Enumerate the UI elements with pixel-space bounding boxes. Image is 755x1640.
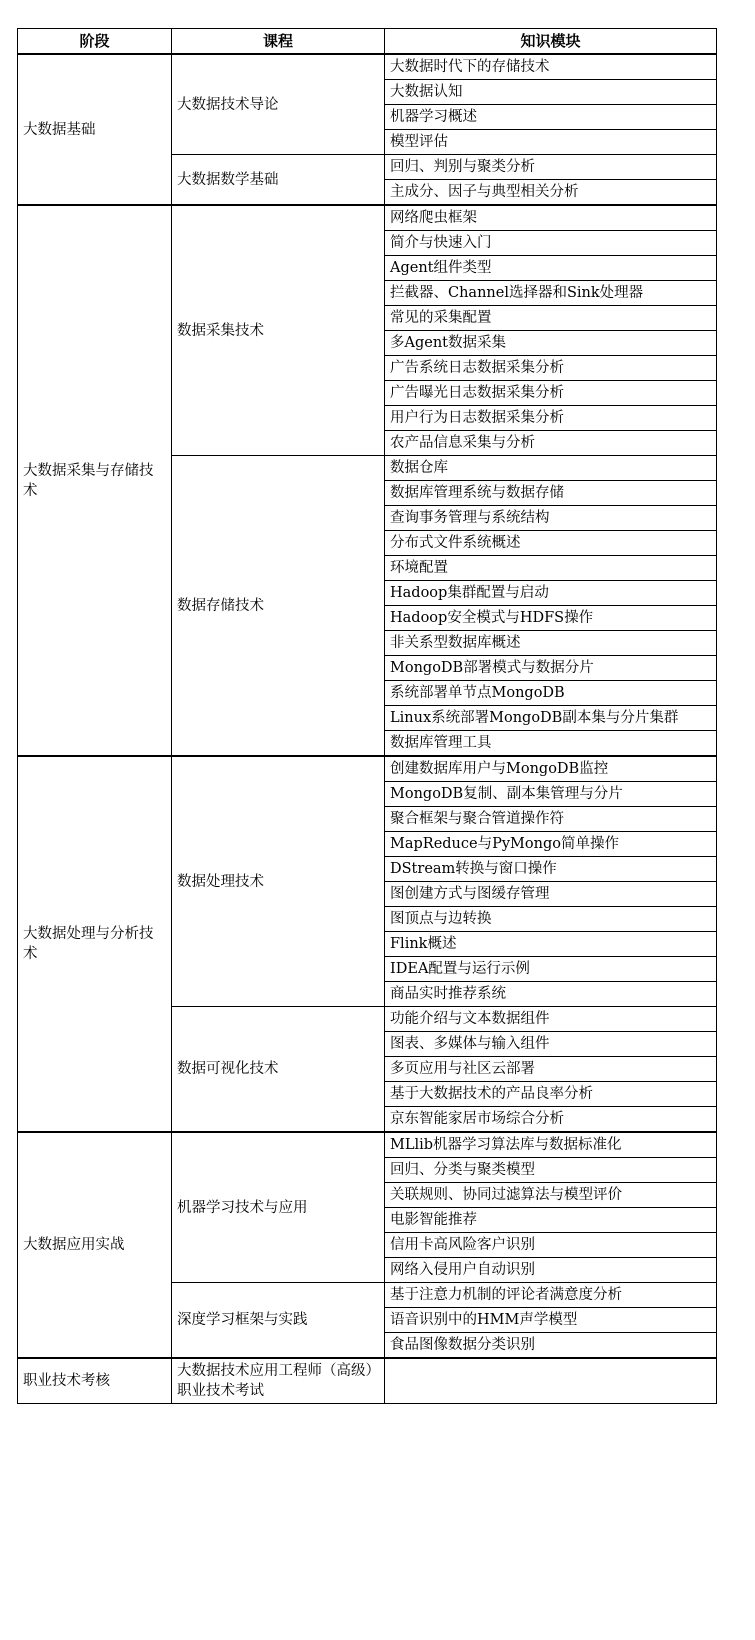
header-stage: 阶段 — [18, 29, 172, 55]
module-cell: MapReduce与PyMongo简单操作 — [385, 832, 717, 857]
module-cell: 常见的采集配置 — [385, 306, 717, 331]
module-cell: 广告曝光日志数据采集分析 — [385, 381, 717, 406]
stage-cell: 职业技术考核 — [18, 1358, 172, 1404]
module-cell: 图表、多媒体与输入组件 — [385, 1032, 717, 1057]
course-cell: 大数据技术导论 — [172, 54, 385, 155]
table-row — [18, 54, 717, 80]
module-cell: 创建数据库用户与MongoDB监控 — [385, 756, 717, 782]
module-cell: 多页应用与社区云部署 — [385, 1057, 717, 1082]
course-cell: 数据存储技术 — [172, 456, 385, 757]
module-cell: 京东智能家居市场综合分析 — [385, 1107, 717, 1133]
module-cell: 商品实时推荐系统 — [385, 982, 717, 1007]
module-cell: IDEA配置与运行示例 — [385, 957, 717, 982]
stage-cell: 大数据基础 — [18, 54, 172, 205]
module-cell: 基于大数据技术的产品良率分析 — [385, 1082, 717, 1107]
module-cell: Hadoop集群配置与启动 — [385, 581, 717, 606]
module-cell: 环境配置 — [385, 556, 717, 581]
module-cell: 网络入侵用户自动识别 — [385, 1258, 717, 1283]
course-cell: 机器学习技术与应用 — [172, 1132, 385, 1283]
module-cell: 大数据认知 — [385, 80, 717, 105]
course-cell: 数据可视化技术 — [172, 1007, 385, 1133]
module-cell: 基于注意力机制的评论者满意度分析 — [385, 1283, 717, 1308]
table-body — [18, 54, 717, 1404]
module-cell: 回归、分类与聚类模型 — [385, 1158, 717, 1183]
module-cell: 信用卡高风险客户识别 — [385, 1233, 717, 1258]
table-row — [18, 1358, 717, 1404]
header-row — [18, 29, 717, 55]
module-cell: 功能介绍与文本数据组件 — [385, 1007, 717, 1032]
curriculum-table — [17, 28, 717, 1404]
module-cell: MLlib机器学习算法库与数据标准化 — [385, 1132, 717, 1158]
module-cell: 农产品信息采集与分析 — [385, 431, 717, 456]
module-cell: MongoDB部署模式与数据分片 — [385, 656, 717, 681]
module-cell: 机器学习概述 — [385, 105, 717, 130]
module-cell: 简介与快速入门 — [385, 231, 717, 256]
stage-cell: 大数据采集与存储技术 — [18, 205, 172, 756]
module-cell: 网络爬虫框架 — [385, 205, 717, 231]
module-cell: Agent组件类型 — [385, 256, 717, 281]
module-cell: 系统部署单节点MongoDB — [385, 681, 717, 706]
table-row — [18, 756, 717, 782]
module-cell: 数据仓库 — [385, 456, 717, 481]
module-cell: 多Agent数据采集 — [385, 331, 717, 356]
module-cell — [385, 1358, 717, 1404]
module-cell: 回归、判别与聚类分析 — [385, 155, 717, 180]
module-cell: 食品图像数据分类识别 — [385, 1333, 717, 1359]
module-cell: 聚合框架与聚合管道操作符 — [385, 807, 717, 832]
module-cell: 关联规则、协同过滤算法与模型评价 — [385, 1183, 717, 1208]
module-cell: 用户行为日志数据采集分析 — [385, 406, 717, 431]
module-cell: 非关系型数据库概述 — [385, 631, 717, 656]
course-cell: 深度学习框架与实践 — [172, 1283, 385, 1359]
course-cell: 数据处理技术 — [172, 756, 385, 1007]
table-row — [18, 205, 717, 231]
module-cell: MongoDB复制、副本集管理与分片 — [385, 782, 717, 807]
module-cell: 图顶点与边转换 — [385, 907, 717, 932]
module-cell: 大数据时代下的存储技术 — [385, 54, 717, 80]
stage-cell: 大数据应用实战 — [18, 1132, 172, 1358]
course-cell: 大数据技术应用工程师（高级）职业技术考试 — [172, 1358, 385, 1404]
module-cell: 广告系统日志数据采集分析 — [385, 356, 717, 381]
module-cell: 电影智能推荐 — [385, 1208, 717, 1233]
course-cell: 大数据数学基础 — [172, 155, 385, 206]
header-modules: 知识模块 — [385, 29, 717, 55]
module-cell: 模型评估 — [385, 130, 717, 155]
course-cell: 数据采集技术 — [172, 205, 385, 456]
module-cell: 数据库管理系统与数据存储 — [385, 481, 717, 506]
module-cell: 图创建方式与图缓存管理 — [385, 882, 717, 907]
header-course: 课程 — [172, 29, 385, 55]
module-cell: 主成分、因子与典型相关分析 — [385, 180, 717, 206]
module-cell: 语音识别中的HMM声学模型 — [385, 1308, 717, 1333]
module-cell: Hadoop安全模式与HDFS操作 — [385, 606, 717, 631]
stage-cell: 大数据处理与分析技术 — [18, 756, 172, 1132]
module-cell: 数据库管理工具 — [385, 731, 717, 757]
module-cell: 拦截器、Channel选择器和Sink处理器 — [385, 281, 717, 306]
module-cell: DStream转换与窗口操作 — [385, 857, 717, 882]
table-row — [18, 1132, 717, 1158]
module-cell: 分布式文件系统概述 — [385, 531, 717, 556]
module-cell: Linux系统部署MongoDB副本集与分片集群 — [385, 706, 717, 731]
module-cell: 查询事务管理与系统结构 — [385, 506, 717, 531]
module-cell: Flink概述 — [385, 932, 717, 957]
